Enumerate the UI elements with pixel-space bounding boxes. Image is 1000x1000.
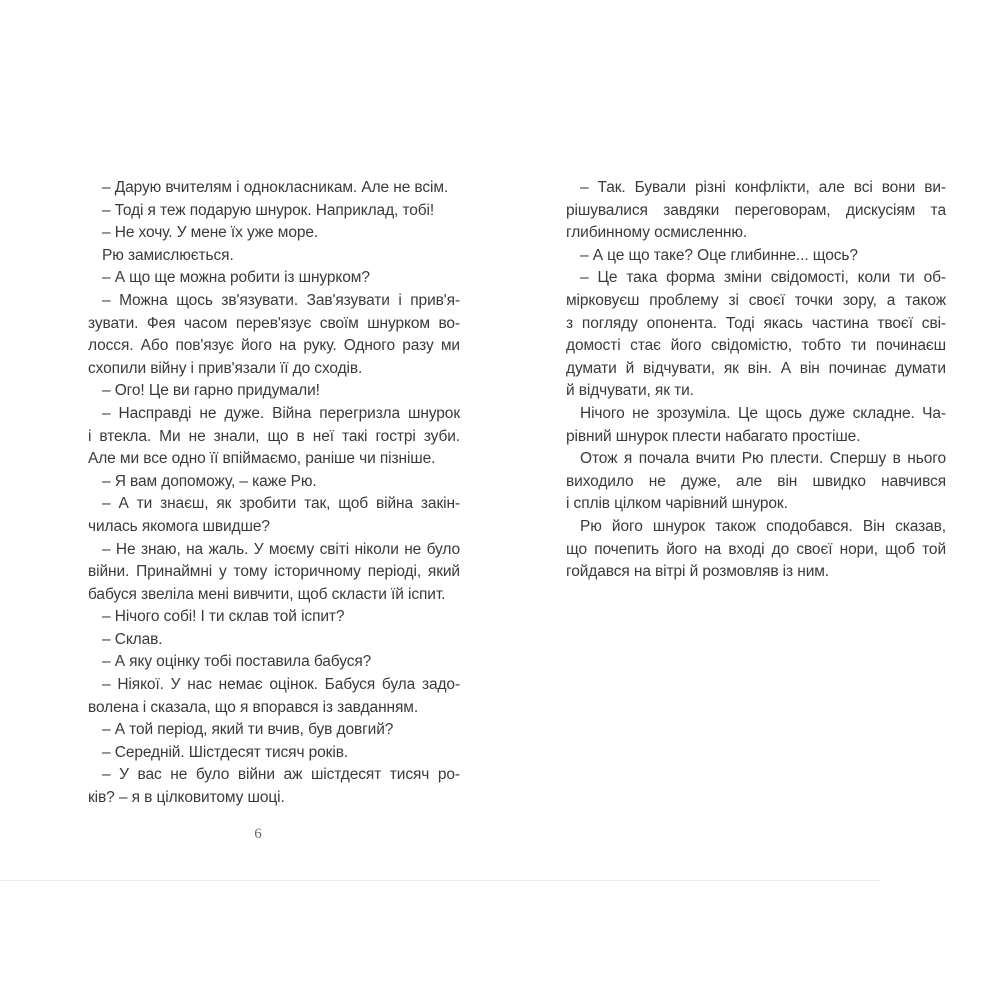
text-line: – Не хочу. У мене їх уже море. <box>102 224 319 242</box>
text-line: – Так. Бували різні конфлікти, але всі вони ви- <box>580 179 946 196</box>
text-line: – Ого! Це ви гарно придумали! <box>102 382 320 400</box>
text-line: чилась якомога швидше? <box>88 517 270 535</box>
text-line: – У вас не було війни аж шістдесят тисяч ро- <box>102 766 460 784</box>
text-line: домості стає його свідомістю, тобто ти починаєш <box>566 337 946 355</box>
text-line: – Нічого собі! І ти склав той іспит? <box>102 608 345 626</box>
text-line: й відчувати, як ти. <box>566 382 694 400</box>
text-line: – А яку оцінку тобі поставила бабуся? <box>102 653 372 671</box>
text-line: – А той період, який ти вчив, був довгий? <box>102 721 394 739</box>
text-line: – Склав. <box>102 630 163 648</box>
text-line: війни. Принаймні у тому історичному періоді, який <box>88 563 460 581</box>
text-line: ків? – я в цілковитому шоці. <box>88 789 285 807</box>
text-line: бабуся звеліла мені вивчити, щоб скласти їй іспит. <box>88 585 446 603</box>
text-line: Нічого не зрозуміла. Це щось дуже складне. Ча- <box>580 404 946 422</box>
text-line: думати й відчувати, як він. А він починає думати <box>566 359 946 377</box>
text-line: – Тоді я теж подарую шнурок. Наприклад, тобі! <box>102 201 435 219</box>
text-line: Рю його шнурок також сподобався. Він сказав, <box>580 517 946 535</box>
text-line: – Не знаю, на жаль. У моєму світі ніколи не було <box>102 540 460 558</box>
text-line: – Можна щось зв'язувати. Зав'язувати і прив'я- <box>102 291 460 309</box>
text-line: з погляду опонента. Тоді якась частина твоєї сві- <box>566 314 946 332</box>
text-line: рівний шнурок плести набагато простіше. <box>566 427 861 445</box>
text-line: гойдався на вітрі й розмовляв із ним. <box>566 563 830 581</box>
text-line: – Середній. Шістдесят тисяч років. <box>102 743 349 761</box>
text-line: – А це що таке? Оце глибинне... щось? <box>580 246 858 264</box>
text-line: – А що ще можна робити із шнурком? <box>102 269 370 287</box>
right-page-text <box>566 177 946 584</box>
text-line: – Дарую вчителям і однокласникам. Але не всім. <box>102 179 449 196</box>
text-line: лосся. Або пов'язує його на руку. Одного разу ми <box>88 337 460 355</box>
text-line: Рю замислюється. <box>102 246 234 264</box>
text-line: що почепить його на вході до своєї нори, щоб той <box>566 540 946 558</box>
text-line: – Це така форма зміни свідомості, коли ти об- <box>580 269 946 287</box>
text-line: – Я вам допоможу, – каже Рю. <box>102 472 317 490</box>
left-page-text <box>88 177 460 810</box>
text-line: – Ніякої. У нас немає оцінок. Бабуся була задо- <box>102 676 460 694</box>
page-bottom-edge <box>0 880 880 881</box>
text-line: рішувалися завдяки переговорам, дискусіям та <box>566 201 946 219</box>
page-number: 6 <box>254 826 262 842</box>
text-line: і втекла. Ми не знали, що в неї такі гострі зуби. <box>88 427 460 445</box>
text-line: зувати. Фея часом перев'язує своїм шнурком во- <box>88 314 460 332</box>
text-line: глибинному осмисленню. <box>566 224 748 242</box>
text-line: схопили війну і прив'язали її до сходів. <box>88 359 363 377</box>
text-line: Отож я почала вчити Рю плести. Спершу в нього <box>580 450 946 468</box>
text-line: і сплів цілком чарівний шнурок. <box>566 495 788 513</box>
text-line: мірковуєш проблему зі своєї точки зору, а також <box>566 291 946 309</box>
text-line: – А ти знаєш, як зробити так, щоб війна закін- <box>102 495 460 513</box>
text-line: волена і сказала, що я впорався із завданням. <box>88 698 419 716</box>
text-line: Але ми все одно її впіймаємо, раніше чи пізніше. <box>88 450 436 468</box>
text-line: виходило не дуже, але він швидко навчився <box>566 472 946 490</box>
text-line: – Насправді не дуже. Війна перегризла шнурок <box>102 404 460 422</box>
